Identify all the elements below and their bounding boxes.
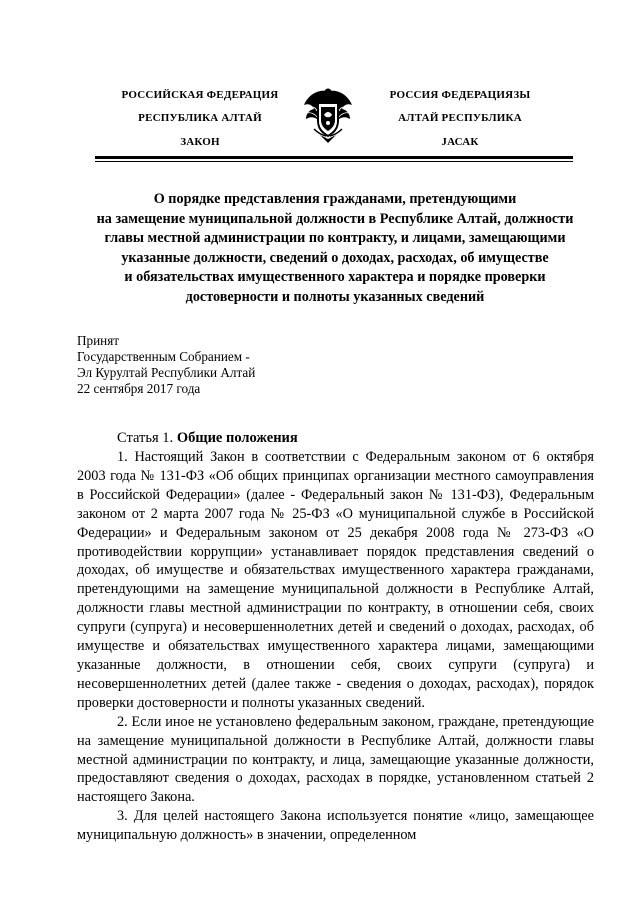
paragraph: 3. Для целей настоящего Закона используется понятие «лицо, замещающее муниципальную должность» в значении, определенном [77,808,594,844]
article-title: Общие положения [176,430,298,446]
adoption-line: 22 сентября 2017 года [77,381,201,396]
header-left-line1: РОССИЙСКАЯ ФЕДЕРАЦИЯ [121,89,279,101]
article-heading [117,428,298,448]
header-divider-thick [95,156,573,159]
adoption-info [77,333,255,397]
header-right-line1: РОССИЯ ФЕДЕРАЦИЯЗЫ [389,89,531,101]
article-number: Статья 1. [117,430,177,446]
adoption-line: Принят [77,333,120,348]
paragraph: 1. Настоящий Закон в соответствии с Федеральным законом от 6 октября 2003 года № 131-ФЗ «Об общих принципах организации местного самоуправления в Российской Федерации» (далее - Федеральный закон № 131-ФЗ), Федеральным законом от 2 марта 2007 года № 25-ФЗ «О муниципальной службе в Российской Федерации» и Федеральным законом от 25 декабря 2008 года № 273-ФЗ «О противодействии коррупции» устанавливает порядок представления сведений о доходах, об имуществе и обязательствах имущественного характера гражданами, претендующими на замещение муниципальной должности в Республике Алтай, должности главы местной администрации по контракту, в отношении себя, своих супруги (супруга) и несовершеннолетних детей и сведений о доходах, расходах, об имуществе и обязательствах имущественного характера лицами, замещающими указанные должности, в отношении себя, своих супруги (супруга) и несовершеннолетних детей (далее также - сведения о доходах, расходах), порядок проверки достоверности и полноты указанных сведений. [77,449,594,711]
header-divider-thin [95,161,573,162]
adoption-line: Государственным Собранием - [77,349,250,364]
law-title-line: и обязательствах имущественного характера и порядке проверки [124,269,546,285]
law-title-line: на замещение муниципальной должности в Республике Алтай, должности [96,210,574,227]
header-right-law: JАСАК [441,136,479,148]
law-title [70,190,600,307]
header-left-line2: РЕСПУБЛИКА АЛТАЙ [138,112,262,124]
law-title-line: указанные должности, сведений о доходах, расходах, об имуществе [121,249,549,266]
law-title-line: О порядке представления гражданами, претендующими [153,191,517,207]
header-right-line2: АЛТАЙ РЕСПУБЛИКА [398,112,522,124]
article-body [77,448,594,845]
law-title-line: достоверности и полноты указанных сведений [185,288,485,305]
law-title-line: главы местной администрации по контракту, и лицами, замещающими [104,230,566,246]
header-left-law: ЗАКОН [180,136,220,148]
header-left [85,84,315,154]
header-right [345,84,575,154]
paragraph: 2. Если иное не установлено федеральным законом, граждане, претендующие на замещение муниципальной должности в Республике Алтай, должности главы местной администрации по контракту, и лица, замещающие указанные должности, предоставляют сведения о доходах, расходах в порядке, установленном статьей 2 настоящего Закона. [77,713,594,806]
adoption-line: Эл Курултай Республики Алтай [77,365,256,380]
